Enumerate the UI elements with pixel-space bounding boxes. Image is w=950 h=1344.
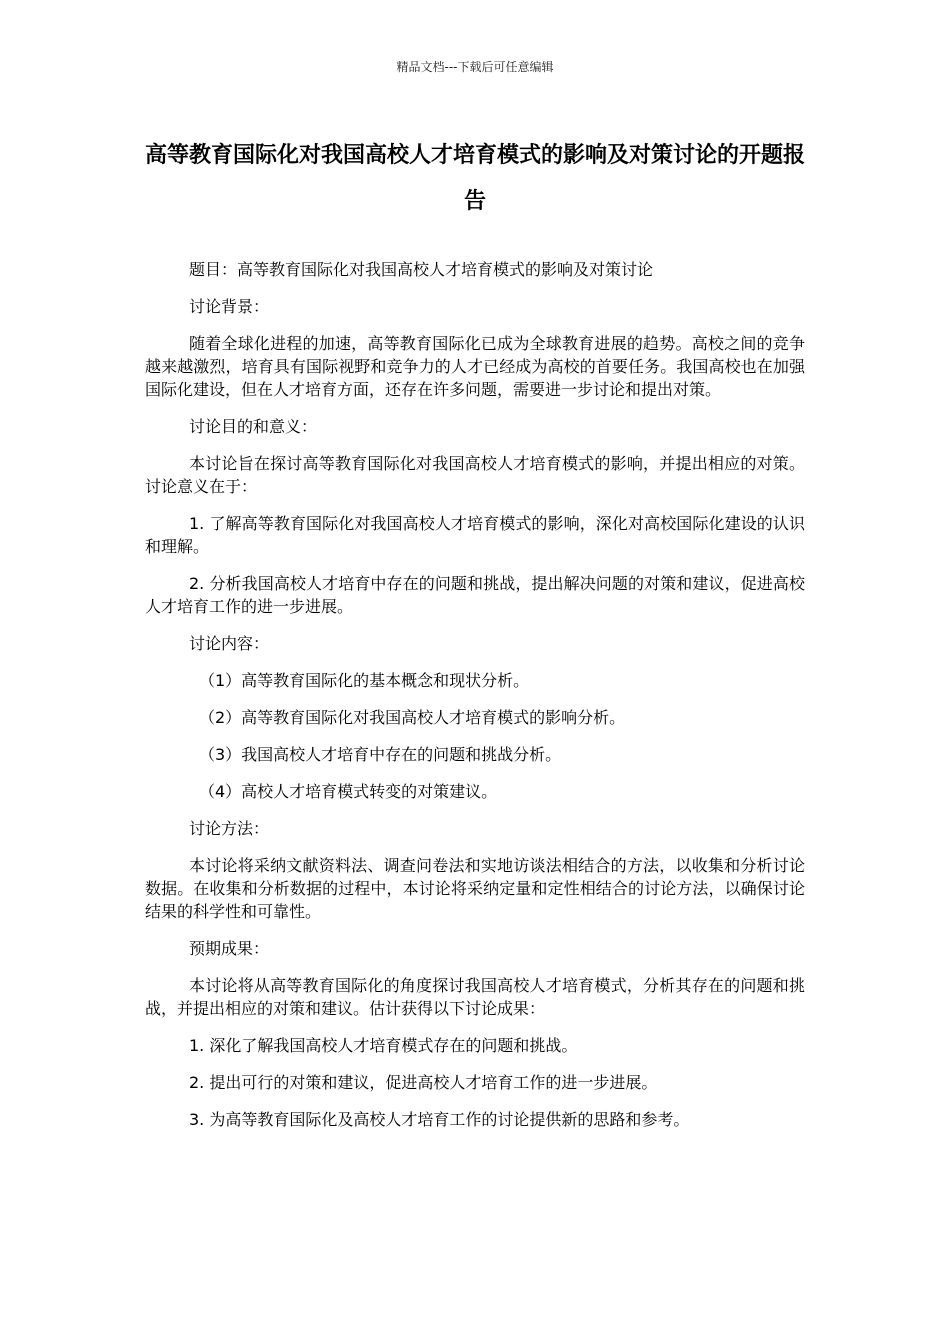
topic-line: 题目：高等教育国际化对我国高校人才培育模式的影响及对策讨论 (189, 260, 654, 279)
header-note: 精品文档---下载后可任意编辑 (396, 60, 554, 74)
purpose-paragraph: 本讨论旨在探讨高等教育国际化对我国高校人才培育模式的影响，并提出相应的对策。讨论意义在于： (145, 454, 805, 496)
content-item-4: （4）高校人才培育模式转变的对策建议。 (199, 782, 498, 801)
section-heading-purpose: 讨论目的和意义： (189, 417, 318, 436)
outcome-item-3: 3. 为高等教育国际化及高校人才培育工作的讨论提供新的思路和参考。 (189, 1110, 690, 1129)
purpose-item-2: 2. 分析我国高校人才培育中存在的问题和挑战，提出解决问题的对策和建议，促进高校人才培育工作的进一步进展。 (145, 574, 805, 616)
method-paragraph: 本讨论将采纳文献资料法、调查问卷法和实地访谈法相结合的方法，以收集和分析讨论数据。在收集和分析数据的过程中，本讨论将采纳定量和定性相结合的讨论方法，以确保讨论结果的科学性和可靠性。 (145, 856, 805, 921)
outcome-item-1: 1. 深化了解我国高校人才培育模式存在的问题和挑战。 (189, 1036, 578, 1055)
section-heading-content: 讨论内容： (189, 634, 270, 653)
content-item-3: （3）我国高校人才培育中存在的问题和挑战分析。 (199, 745, 562, 764)
section-heading-method: 讨论方法： (189, 819, 270, 838)
document-body (145, 258, 805, 1145)
section-heading-outcomes: 预期成果： (189, 939, 270, 958)
content-item-1: （1）高等教育国际化的基本概念和现状分析。 (199, 671, 530, 690)
background-paragraph: 随着全球化进程的加速，高等教育国际化已成为全球教育进展的趋势。高校之间的竞争越来越激烈，培育具有国际视野和竞争力的人才已经成为高校的首要任务。我国高校也在加强国际化建设，但在人才培育方面，还存在许多问题，需要进一步讨论和提出对策。 (145, 334, 805, 399)
purpose-item-1: 1. 了解高等教育国际化对我国高校人才培育模式的影响，深化对高校国际化建设的认识和理解。 (145, 514, 805, 556)
document-title: 高等教育国际化对我国高校人才培育模式的影响及对策讨论的开题报告 (145, 143, 806, 214)
outcomes-paragraph: 本讨论将从高等教育国际化的角度探讨我国高校人才培育模式，分析其存在的问题和挑战，并提出相应的对策和建议。估计获得以下讨论成果： (145, 976, 805, 1018)
section-heading-background: 讨论背景： (189, 297, 270, 316)
outcome-item-2: 2. 提出可行的对策和建议，促进高校人才培育工作的进一步进展。 (189, 1073, 658, 1092)
content-item-2: （2）高等教育国际化对我国高校人才培育模式的影响分析。 (199, 708, 626, 727)
